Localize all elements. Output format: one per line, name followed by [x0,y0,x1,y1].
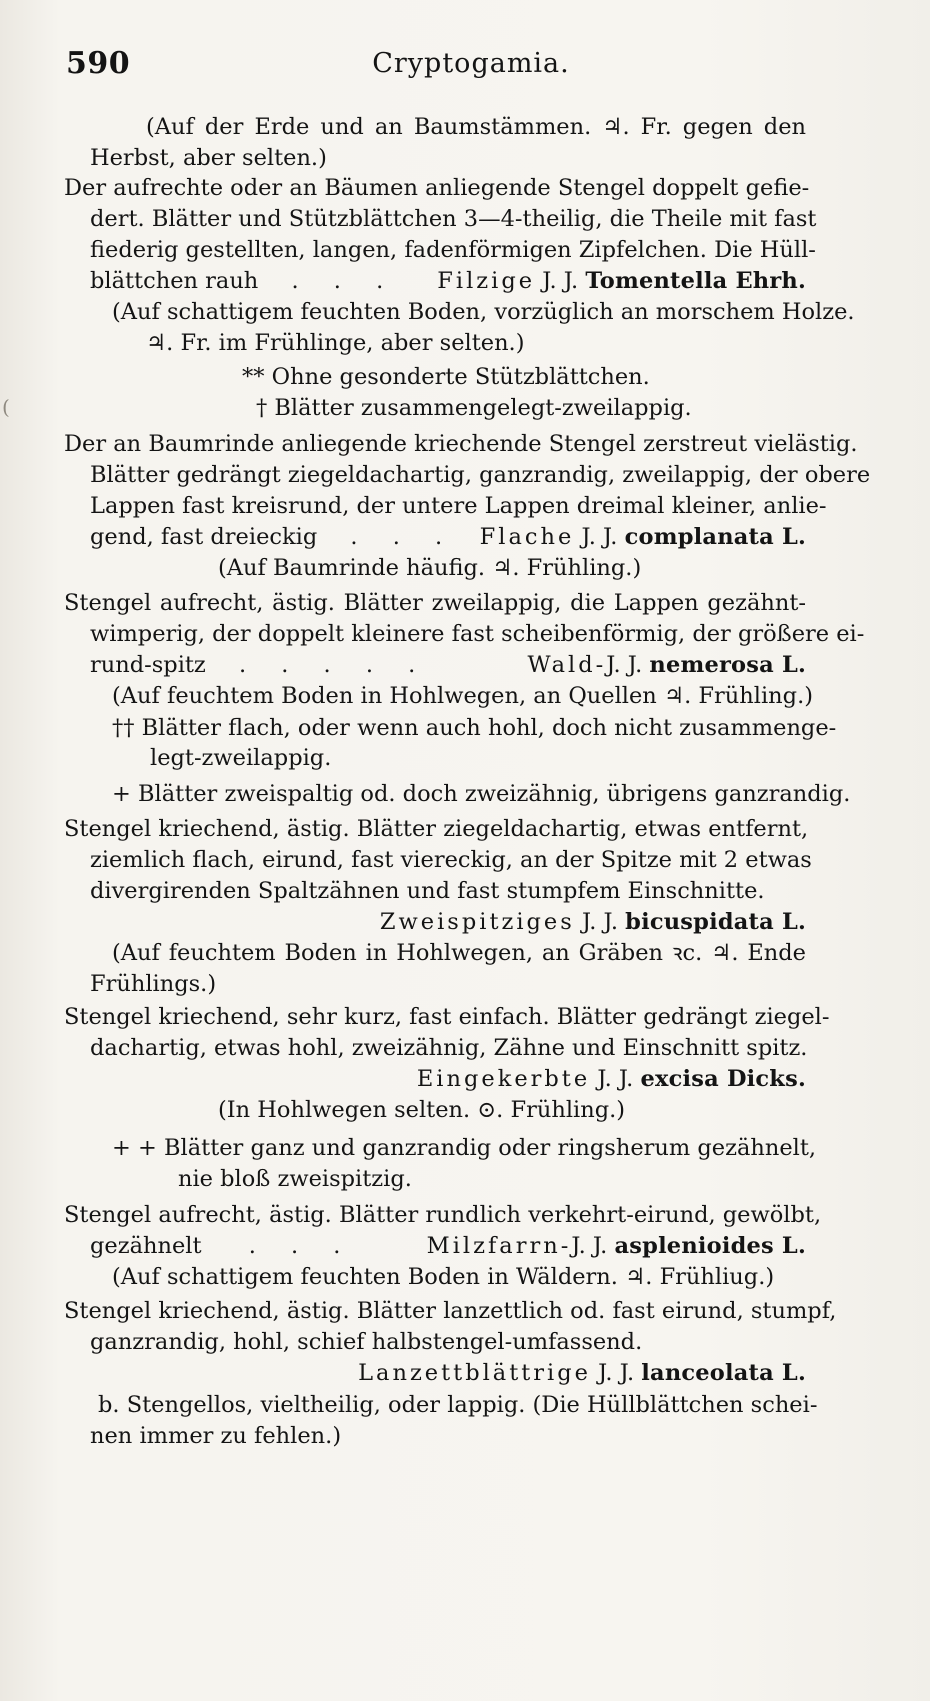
species-entry-lanceolata [90,1358,806,1390]
latin-name: Tomentella Ehrh. [585,268,806,294]
species-entry-nemerosa [90,650,806,682]
text-line: Frühlings.) [90,971,217,997]
genus-abbrev: J. J. [542,268,579,294]
margin-mark: ( [2,395,10,419]
common-name: Milzfarrn- [426,1233,572,1259]
section-heading: legt-zweilappig. [150,745,332,771]
genus-abbrev: J. J. [581,524,618,550]
text-line: Stengel kriechend, sehr kurz, fast einfach. Blätter gedrängt ziegel- [64,1004,830,1030]
species-entry-complanata [90,522,806,554]
text-line: (Auf feuchtem Boden in Hohlwegen, an Gräben ꝛc. ♃. Ende [112,940,806,966]
text-line: Stengel kriechend, ästig. Blätter ziegeldachartig, etwas entfernt, [64,816,809,842]
latin-name: lanceolata L. [641,1360,806,1386]
text-line: (Auf der Erde und an Baumstämmen. ♃. Fr. gegen den [146,114,806,140]
text-line: Der aufrechte oder an Bäumen anliegende Stengel doppelt gefie- [64,175,810,201]
species-entry-tomentella [90,266,806,298]
text-line: dert. Blätter und Stützblättchen 3—4-theilig, die Theile mit fast [90,206,817,232]
page-number: 590 [66,46,131,81]
common-name: Wald- [527,652,607,678]
common-name: Eingekerbte [416,1066,591,1092]
text-line: Herbst, aber selten.) [90,145,327,171]
section-heading: ** Ohne gesonderte Stützblättchen. [242,364,650,390]
genus-abbrev: J. J. [598,1360,635,1386]
entry-lead: gend, fast dreieckig [90,524,318,550]
text-line: Blätter gedrängt ziegeldachartig, ganzrandig, zweilappig, der obere [90,462,871,488]
genus-abbrev: J. J. [606,652,643,678]
entry-lead: blättchen rauh [90,268,259,294]
entry-leader-dots: . . . [248,1233,355,1259]
latin-name: excisa Dicks. [640,1066,806,1092]
text-line: ziemlich flach, eirund, fast viereckig, an der Spitze mit 2 etwas [90,847,812,873]
latin-name: asplenioides L. [614,1233,806,1259]
section-heading: + Blätter zweispaltig od. doch zweizähnig, übrigens ganzrandig. [112,781,851,807]
entry-leader-dots: . . . . . [238,652,430,678]
text-line: b. Stengellos, vieltheilig, oder lappig. (Die Hüllblättchen schei- [98,1392,818,1418]
text-line: divergirenden Spaltzähnen und fast stumpfem Einschnitte. [90,878,765,904]
section-heading: nie bloß zweispitzig. [178,1166,412,1192]
section-heading: †† Blätter flach, oder wenn auch hohl, doch nicht zusammenge- [112,715,837,741]
text-line: (Auf feuchtem Boden in Hohlwegen, an Quellen ♃. Frühling.) [112,683,813,709]
common-name: Zweispitziges [379,909,575,935]
section-heading: † Blätter zusammengelegt-zweilappig. [256,395,692,421]
text-line: Stengel kriechend, ästig. Blätter lanzettlich od. fast eirund, stumpf, [64,1298,837,1324]
genus-abbrev: J. J. [571,1233,608,1259]
text-line: dachartig, etwas hohl, zweizähnig, Zähne und Einschnitt spitz. [90,1035,808,1061]
text-line: ♃. Fr. im Frühlinge, aber selten.) [146,330,525,356]
species-entry-asplenioides [90,1231,806,1263]
latin-name: complanata L. [624,524,806,550]
text-line: Stengel aufrecht, ästig. Blätter rundlich verkehrt-eirund, gewölbt, [64,1202,822,1228]
entry-lead: gezähnelt [90,1233,202,1259]
text-line: ganzrandig, hohl, schief halbstengel-umfassend. [90,1329,643,1355]
page-header [66,46,876,86]
latin-name: nemerosa L. [649,652,806,678]
text-line: fiederig gestellten, langen, fadenförmigen Zipfelchen. Die Hüll- [90,237,816,263]
text-line: Stengel aufrecht, ästig. Blätter zweilappig, die Lappen gezähnt- [64,590,806,616]
text-line: (In Hohlwegen selten. ⊙. Frühling.) [218,1097,626,1123]
common-name: Flache [479,524,575,550]
latin-name: bicuspidata L. [625,909,806,935]
text-line: wimperig, der doppelt kleinere fast scheibenförmig, der größere ei- [90,621,865,647]
genus-abbrev: J. J. [597,1066,634,1092]
entry-leader-dots: . . . [291,268,398,294]
text-line: nen immer zu fehlen.) [90,1423,342,1449]
text-line: (Auf schattigem feuchten Boden in Wäldern. ♃. Frühliug.) [112,1264,775,1290]
common-name: Filzige [437,268,536,294]
entry-lead: rund-spitz [90,652,206,678]
species-entry-bicuspidata [90,907,806,939]
running-title: Cryptogamia. [372,48,570,79]
common-name: Lanzettblättrige [358,1360,591,1386]
text-line: Lappen fast kreisrund, der untere Lappen dreimal kleiner, anlie- [90,493,827,519]
genus-abbrev: J. J. [581,909,618,935]
section-heading: + + Blätter ganz und ganzrandig oder ringsherum gezähnelt, [112,1135,817,1161]
entry-leader-dots: . . . [350,524,457,550]
text-line: (Auf schattigem feuchten Boden, vorzüglich an morschem Holze. [112,299,855,325]
text-line: Der an Baumrinde anliegende kriechende Stengel zerstreut vielästig. [64,431,858,457]
text-line: (Auf Baumrinde häufig. ♃. Frühling.) [218,555,642,581]
species-entry-excisa [90,1064,806,1096]
